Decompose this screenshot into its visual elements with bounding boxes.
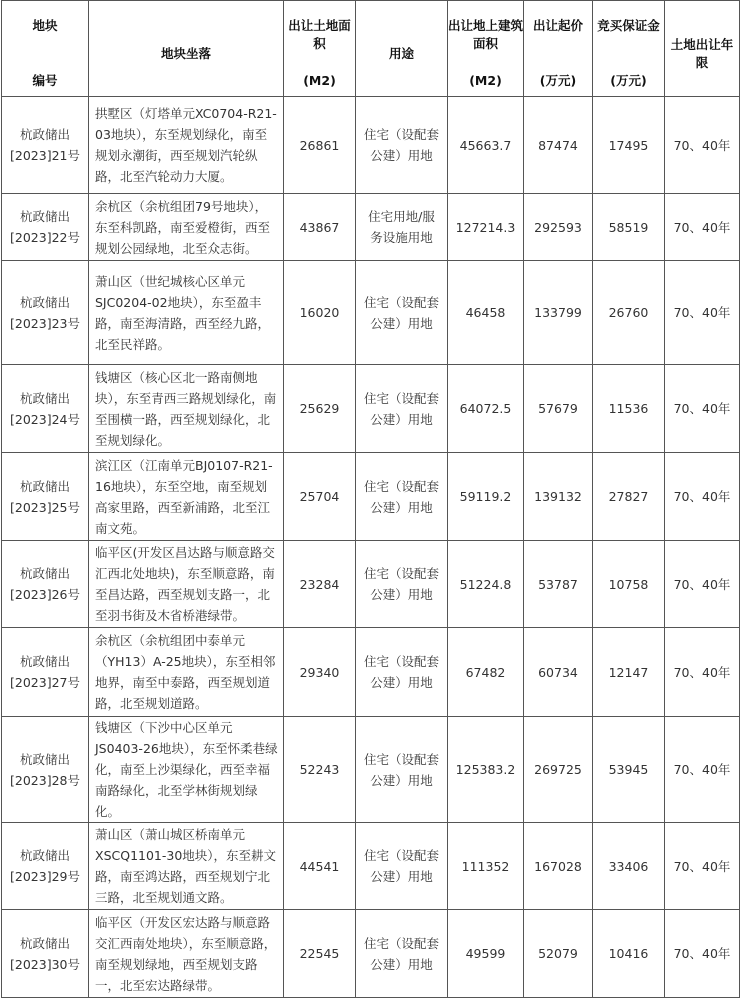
cell-usage: 住宅（设配套公建）用地 <box>356 628 448 717</box>
cell-location: 余杭区（余杭组团79号地块），东至科凯路，南至爱橙街，西至规划公园绿地，北至众志街。 <box>89 194 284 261</box>
cell-lot-number: 杭政储出[2023]30号 <box>2 910 89 998</box>
cell-lot-number: 杭政储出[2023]28号 <box>2 717 89 823</box>
cell-land-area: 43867 <box>284 194 356 261</box>
cell-location: 萧山区（世纪城核心区单元SJC0204-02地块），东至盈丰路，南至海清路，西至经九路，北至民祥路。 <box>89 261 284 365</box>
cell-lot-number: 杭政储出[2023]22号 <box>2 194 89 261</box>
cell-deposit: 11536 <box>593 365 665 453</box>
cell-term: 70、40年 <box>665 453 740 541</box>
cell-usage: 住宅用地/服务设施用地 <box>356 194 448 261</box>
cell-lot-number: 杭政储出[2023]25号 <box>2 453 89 541</box>
cell-start-price: 269725 <box>524 717 593 823</box>
cell-term: 70、40年 <box>665 717 740 823</box>
cell-deposit: 17495 <box>593 97 665 194</box>
cell-land-area: 16020 <box>284 261 356 365</box>
cell-term: 70、40年 <box>665 365 740 453</box>
header-usage: 用途 <box>356 1 448 97</box>
cell-term: 70、40年 <box>665 628 740 717</box>
cell-lot-number: 杭政储出[2023]24号 <box>2 365 89 453</box>
cell-building-area: 49599 <box>448 910 524 998</box>
cell-deposit: 10416 <box>593 910 665 998</box>
table-row <box>2 628 740 717</box>
cell-start-price: 60734 <box>524 628 593 717</box>
cell-deposit: 10758 <box>593 541 665 628</box>
cell-lot-number: 杭政储出[2023]27号 <box>2 628 89 717</box>
cell-deposit: 26760 <box>593 261 665 365</box>
cell-start-price: 57679 <box>524 365 593 453</box>
header-building-area: 出让地上建筑面积 (M2) <box>448 1 524 97</box>
header-term: 土地出让年限 <box>665 1 740 97</box>
cell-land-area: 23284 <box>284 541 356 628</box>
cell-location: 萧山区（萧山城区桥南单元XSCQ1101-30地块），东至耕文路，南至鸿达路，西至规划宁北三路，北至规划通文路。 <box>89 823 284 910</box>
cell-location: 钱塘区（下沙中心区单元JS0403-26地块），东至怀柔巷绿化，南至上沙渠绿化，西至幸福南路绿化，北至学林街规划绿化。 <box>89 717 284 823</box>
cell-land-area: 26861 <box>284 97 356 194</box>
cell-usage: 住宅（设配套公建）用地 <box>356 365 448 453</box>
header-row <box>2 1 740 97</box>
cell-deposit: 12147 <box>593 628 665 717</box>
cell-start-price: 133799 <box>524 261 593 365</box>
table-row <box>2 823 740 910</box>
cell-usage: 住宅（设配套公建）用地 <box>356 717 448 823</box>
header-lot-number: 地块 编号 <box>2 1 89 97</box>
cell-term: 70、40年 <box>665 194 740 261</box>
table-row <box>2 194 740 261</box>
cell-land-area: 22545 <box>284 910 356 998</box>
cell-start-price: 139132 <box>524 453 593 541</box>
cell-building-area: 64072.5 <box>448 365 524 453</box>
cell-start-price: 87474 <box>524 97 593 194</box>
header-start-price: 出让起价 (万元) <box>524 1 593 97</box>
cell-deposit: 33406 <box>593 823 665 910</box>
cell-lot-number: 杭政储出[2023]29号 <box>2 823 89 910</box>
cell-location: 余杭区（余杭组团中泰单元（YH13）A-25地块），东至相邻地界，南至中泰路，西至规划道路，北至规划道路。 <box>89 628 284 717</box>
cell-location: 临平区(开发区昌达路与顺意路交汇西北处地块)，东至顺意路，南至昌达路，西至规划支路一，北至羽书街及木省桥港绿带。 <box>89 541 284 628</box>
cell-deposit: 58519 <box>593 194 665 261</box>
cell-lot-number: 杭政储出[2023]26号 <box>2 541 89 628</box>
cell-building-area: 67482 <box>448 628 524 717</box>
cell-start-price: 292593 <box>524 194 593 261</box>
cell-usage: 住宅（设配套公建）用地 <box>356 910 448 998</box>
cell-usage: 住宅（设配套公建）用地 <box>356 823 448 910</box>
cell-building-area: 45663.7 <box>448 97 524 194</box>
cell-building-area: 59119.2 <box>448 453 524 541</box>
cell-start-price: 53787 <box>524 541 593 628</box>
cell-start-price: 167028 <box>524 823 593 910</box>
cell-term: 70、40年 <box>665 261 740 365</box>
header-location: 地块坐落 <box>89 1 284 97</box>
table-row <box>2 910 740 998</box>
cell-land-area: 25704 <box>284 453 356 541</box>
cell-deposit: 53945 <box>593 717 665 823</box>
cell-usage: 住宅（设配套公建）用地 <box>356 261 448 365</box>
cell-usage: 住宅（设配套公建）用地 <box>356 541 448 628</box>
cell-usage: 住宅（设配套公建）用地 <box>356 453 448 541</box>
cell-location: 临平区（开发区宏达路与顺意路交汇西南处地块），东至顺意路，南至规划绿地，西至规划支路一，北至宏达路绿带。 <box>89 910 284 998</box>
table-row <box>2 453 740 541</box>
cell-building-area: 111352 <box>448 823 524 910</box>
cell-land-area: 44541 <box>284 823 356 910</box>
land-auction-table <box>1 0 740 998</box>
cell-lot-number: 杭政储出[2023]21号 <box>2 97 89 194</box>
cell-term: 70、40年 <box>665 541 740 628</box>
cell-location: 滨江区（江南单元BJ0107-R21-16地块），东至空地，南至规划高家里路，西至新浦路，北至江南文苑。 <box>89 453 284 541</box>
cell-term: 70、40年 <box>665 823 740 910</box>
cell-building-area: 51224.8 <box>448 541 524 628</box>
cell-usage: 住宅（设配套公建）用地 <box>356 97 448 194</box>
cell-building-area: 46458 <box>448 261 524 365</box>
cell-land-area: 52243 <box>284 717 356 823</box>
table-row <box>2 97 740 194</box>
table-row <box>2 541 740 628</box>
table-row <box>2 365 740 453</box>
cell-deposit: 27827 <box>593 453 665 541</box>
table-row <box>2 717 740 823</box>
cell-building-area: 125383.2 <box>448 717 524 823</box>
table-row <box>2 261 740 365</box>
cell-land-area: 25629 <box>284 365 356 453</box>
cell-building-area: 127214.3 <box>448 194 524 261</box>
header-deposit: 竞买保证金 (万元) <box>593 1 665 97</box>
cell-lot-number: 杭政储出[2023]23号 <box>2 261 89 365</box>
header-land-area: 出让土地面积 (M2) <box>284 1 356 97</box>
cell-location: 钱塘区（核心区北一路南侧地块），东至青西三路规划绿化，南至围横一路，西至规划绿化，北至规划绿化。 <box>89 365 284 453</box>
cell-term: 70、40年 <box>665 910 740 998</box>
cell-term: 70、40年 <box>665 97 740 194</box>
cell-start-price: 52079 <box>524 910 593 998</box>
cell-land-area: 29340 <box>284 628 356 717</box>
cell-location: 拱墅区（灯塔单元XC0704-R21-03地块），东至规划绿化，南至规划永潮街，西至规划汽轮纵路，北至汽轮动力大厦。 <box>89 97 284 194</box>
